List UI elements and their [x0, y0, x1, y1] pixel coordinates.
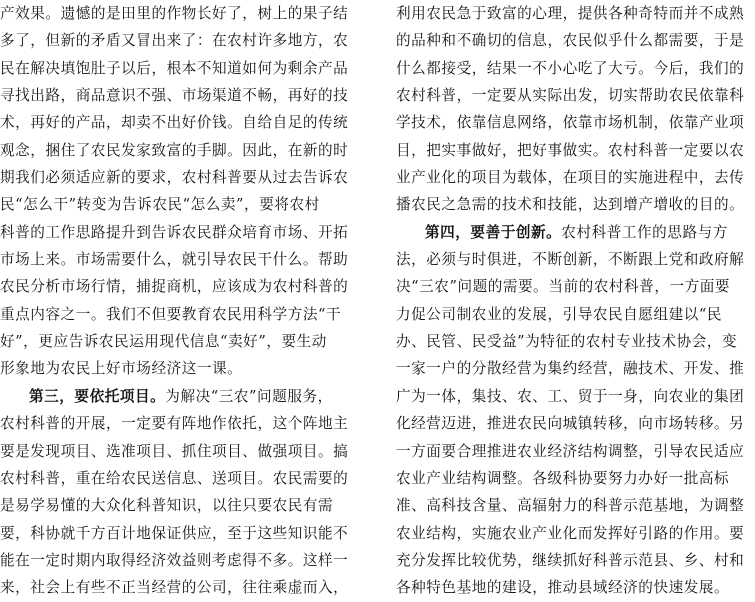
text-line: 来，社会上有些不正当经营的公司，往往乘虚而入，: [0, 579, 349, 597]
text-line: 寻找出路，商品意识不强、市场渠道不畅，再好的技: [0, 87, 349, 105]
text-line: 的品种和不确切的信息，农民似乎什么都需要，于是: [396, 32, 745, 50]
text-line: 市场上来。市场需要什么，就引导农民干什么。帮助: [0, 251, 349, 269]
text-line: 各种特色基地的建设，推动县域经济的快速发展。: [396, 579, 730, 597]
text-line: 要，科协就千方百计地保证供应，至于这些知识能不: [0, 524, 349, 542]
text-line: 多了，但新的矛盾又冒出来了：在农村许多地方，农: [0, 32, 349, 50]
text-line: 业产业化的项目为载体，在项目的实施进程中，去传: [396, 169, 745, 187]
text-line: 决“三农”问题的需要。当前的农村科普，一方面要: [396, 278, 731, 296]
text-line: 形象地为农民上好市场经济这一课。: [0, 360, 243, 378]
text-line: 观念，捆住了农民发家致富的手脚。因此，在新的时: [0, 141, 349, 159]
paragraph-four-opening: [396, 219, 754, 246]
text-line: 一方面要合理推进农业经济结构调整，引导农民适应: [396, 442, 745, 460]
text-span: 农村科普工作的思路与方: [561, 223, 728, 241]
section-heading-four: 第四，要善于创新。: [425, 223, 562, 241]
text-line: 是易学易懂的大众化科普知识，以往只要农民有需: [0, 497, 334, 515]
text-line: 办、民管、民受益”为特征的农村专业技术协会，变: [396, 333, 738, 351]
text-line: 农业产业结构调整。各级科协要努力办好一批高标: [396, 469, 730, 487]
text-line: 播农民之急需的技术和技能，达到增产增收的目的。: [396, 196, 745, 214]
text-line: 术，再好的产品，却卖不出好价钱。自给自足的传统: [0, 114, 349, 132]
text-line: 化经营迈进，推进农民向城镇转移，向市场转移。另: [396, 415, 745, 433]
text-line: 农村科普，重在给农民送信息、送项目。农民需要的: [0, 469, 349, 487]
text-line: 什么都接受，结果一不小心吃了大亏。今后，我们的: [396, 59, 745, 77]
right-column: [396, 0, 754, 602]
text-line: 学技术，依靠信息网络，依靠市场机制，依靠产业项: [396, 114, 745, 132]
text-line: 农村科普，一定要从实际出发，切实帮助农民依靠科: [396, 87, 745, 105]
text-line: 目，把实事做好，把好事做实。农村科普一定要以农: [396, 141, 745, 159]
text-line: 农业结构，实施农业产业化而发挥好引路的作用。要: [396, 524, 745, 542]
text-line: 重点内容之一。我们不但要教育农民用科学方法“干: [0, 305, 342, 323]
text-line: 能在一定时期内取得经济效益则考虑得不多。这样一: [0, 551, 349, 569]
text-line: 力促公司制农业的发展，引导农民自愿组建以“民: [396, 305, 723, 323]
text-line: 农村科普的开展，一定要有阵地作依托，这个阵地主: [0, 415, 349, 433]
text-line: 产效果。遗憾的是田里的作物长好了，树上的果子结: [0, 5, 349, 22]
text-line: 期我们必须适应新的要求，农村科普要从过去告诉农: [0, 169, 349, 187]
text-line: 要是发现项目、选准项目、抓住项目、做强项目。搞: [0, 442, 349, 460]
section-heading-three: 第三，要依托项目。: [29, 387, 166, 405]
text-line: 广为一体，集技、农、工、贸于一身，向农业的集团: [396, 387, 745, 405]
text-line: 好”，更应告诉农民运用现代信息“卖好”，要生动: [0, 333, 327, 351]
text-line: 科普的工作思路提升到告诉农民群众培育市场、开拓: [0, 223, 349, 241]
text-line: 农民分析市场行情，捕捉商机，应该成为农村科普的: [0, 278, 349, 296]
left-column: [0, 0, 358, 602]
text-line: 民在解决填饱肚子以后，根本不知道如何为剩余产品: [0, 59, 349, 77]
text-line: 民“怎么干”转变为告诉农民“怎么卖”，要将农村: [0, 196, 320, 214]
text-line: 法，必须与时俱进，不断创新，不断跟上党和政府解: [396, 251, 745, 269]
paragraph-three-opening: [0, 383, 358, 410]
text-span: 为解决“三农”问题服务，: [165, 387, 333, 405]
text-line: 一家一户的分散经营为集约经营，融技术、开发、推: [396, 360, 745, 378]
text-line: 充分发挥比较优势，继续抓好科普示范县、乡、村和: [396, 551, 745, 569]
text-line: 利用农民急于致富的心理，提供各种奇特而并不成熟: [396, 5, 745, 22]
text-line: 准、高科技含量、高辐射力的科普示范基地，为调整: [396, 497, 745, 515]
